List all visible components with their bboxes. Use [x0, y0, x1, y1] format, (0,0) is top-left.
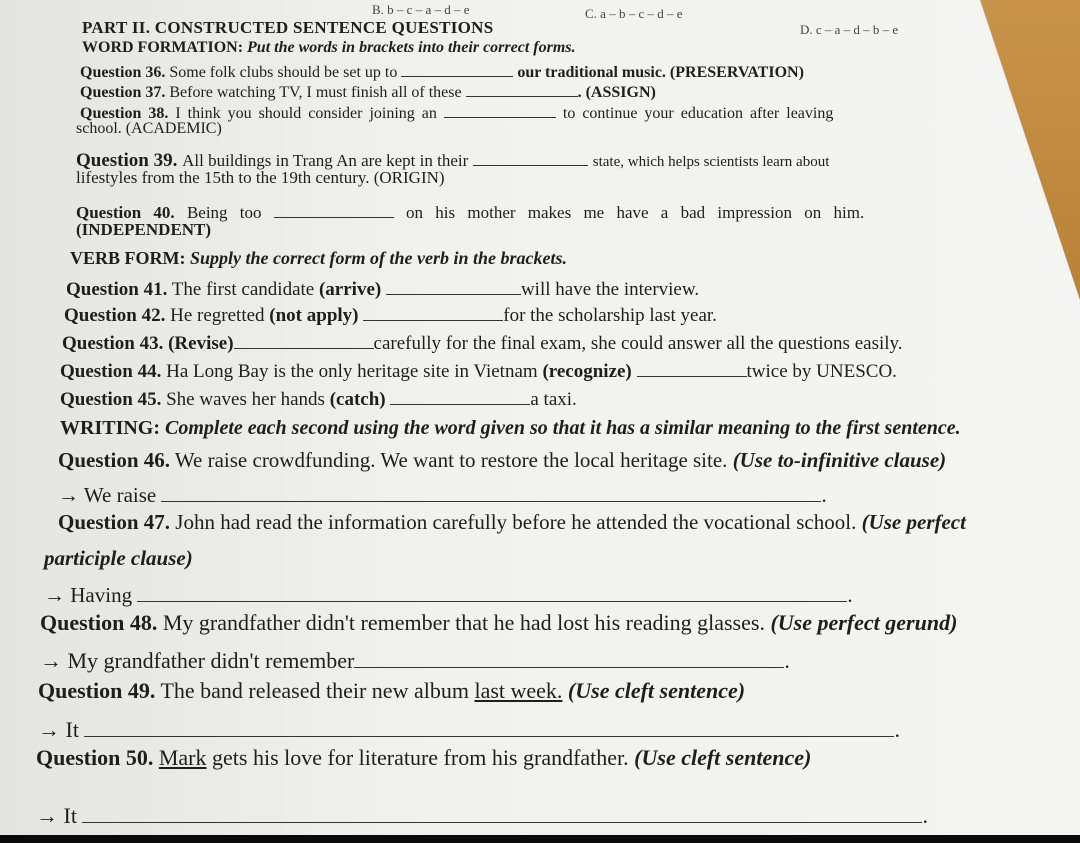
answer-blank-44[interactable]	[637, 357, 747, 377]
bottom-shadow-edge	[0, 835, 1080, 843]
question-38-continuation: school. (ACADEMIC)	[76, 120, 222, 137]
section-instruction: Complete each second using the word given so that it has a similar meaning to the first sentence.	[165, 417, 961, 439]
part-title: PART II. CONSTRUCTED SENTENCE QUESTIONS	[82, 18, 494, 37]
question-40-continuation: (INDEPENDENT)	[76, 220, 212, 239]
answer-line-50: → It .	[36, 800, 928, 829]
answer-blank-43[interactable]	[234, 329, 374, 349]
question-41: Question 41. The first candidate (arrive) will have the interview.	[66, 275, 699, 301]
answer-line-49: → It .	[38, 714, 900, 743]
question-45: Question 45. She waves her hands (catch) a taxi.	[60, 385, 577, 411]
question-44: Question 44. Ha Long Bay is the only heritage site in Vietnam (recognize) twice by UNESCO.	[60, 357, 897, 383]
section-heading: VERB FORM:	[70, 248, 186, 268]
word-formation-heading-line	[82, 39, 576, 57]
answer-blank-38[interactable]	[444, 101, 556, 118]
answer-blank-49[interactable]	[84, 714, 894, 737]
question-47: Question 47. John had read the information carefully before he attended the vocational school. (Use perfect	[58, 510, 966, 534]
answer-blank-48[interactable]	[354, 645, 784, 668]
answer-blank-42[interactable]	[363, 301, 503, 321]
question-38: Question 38. I think you should consider joining an to continue your education after leaving	[80, 101, 833, 123]
question-48: Question 48. My grandfather didn't remember that he had lost his reading glasses. (Use perfect gerund)	[40, 610, 958, 635]
section-instruction: Supply the correct form of the verb in the brackets.	[190, 248, 567, 268]
question-37: Question 37. Before watching TV, I must finish all of these . (ASSIGN)	[80, 80, 656, 102]
question-40: Question 40. Being too on his mother makes me have a bad impression on him.	[76, 200, 864, 223]
question-49: Question 49. The band released their new album last week. (Use cleft sentence)	[38, 678, 746, 703]
question-39-continuation: lifestyles from the 15th to the 19th century. (ORIGIN)	[76, 168, 445, 187]
question-50: Question 50. Mark gets his love for literature from his grandfather. (Use cleft sentence)	[36, 745, 812, 770]
answer-blank-40[interactable]	[274, 200, 394, 218]
answer-blank-41[interactable]	[386, 275, 521, 295]
question-47-continuation: participle clause)	[44, 546, 193, 570]
answer-blank-37[interactable]	[466, 80, 578, 97]
option-c: C. a – b – c – d – e	[585, 6, 683, 21]
answer-line-46: → We raise .	[58, 480, 827, 508]
section-heading: WRITING:	[60, 417, 161, 439]
answer-line-48: → My grandfather didn't remember .	[40, 645, 790, 674]
option-d: D. c – a – d – b – e	[800, 22, 899, 37]
answer-blank-47[interactable]	[137, 580, 847, 602]
answer-blank-36[interactable]	[401, 60, 513, 77]
question-39: Question 39. All buildings in Trang An are kept in their state, which helps scientists learn about	[76, 146, 829, 172]
answer-blank-50[interactable]	[82, 800, 922, 823]
question-46: Question 46. We raise crowdfunding. We want to restore the local heritage site. (Use to-infinitive clause)	[58, 448, 947, 472]
option-b: B. b – c – a – d – e	[372, 2, 470, 17]
answer-line-47: → Having .	[44, 580, 853, 608]
section-heading: WORD FORMATION:	[82, 39, 244, 56]
verb-form-heading-line	[70, 248, 567, 269]
question-42: Question 42. He regretted (not apply) for the scholarship last year.	[64, 301, 717, 327]
question-36: Question 36. Some folk clubs should be set up to our traditional music. (PRESERVATION)	[80, 60, 804, 82]
answer-blank-46[interactable]	[161, 480, 821, 502]
section-instruction: Put the words in brackets into their correct forms.	[247, 39, 576, 56]
writing-heading-line	[60, 417, 961, 440]
answer-blank-45[interactable]	[390, 385, 530, 405]
question-43: Question 43. (Revise) carefully for the final exam, she could answer all the questions easily.	[62, 329, 903, 355]
answer-blank-39[interactable]	[473, 146, 588, 166]
